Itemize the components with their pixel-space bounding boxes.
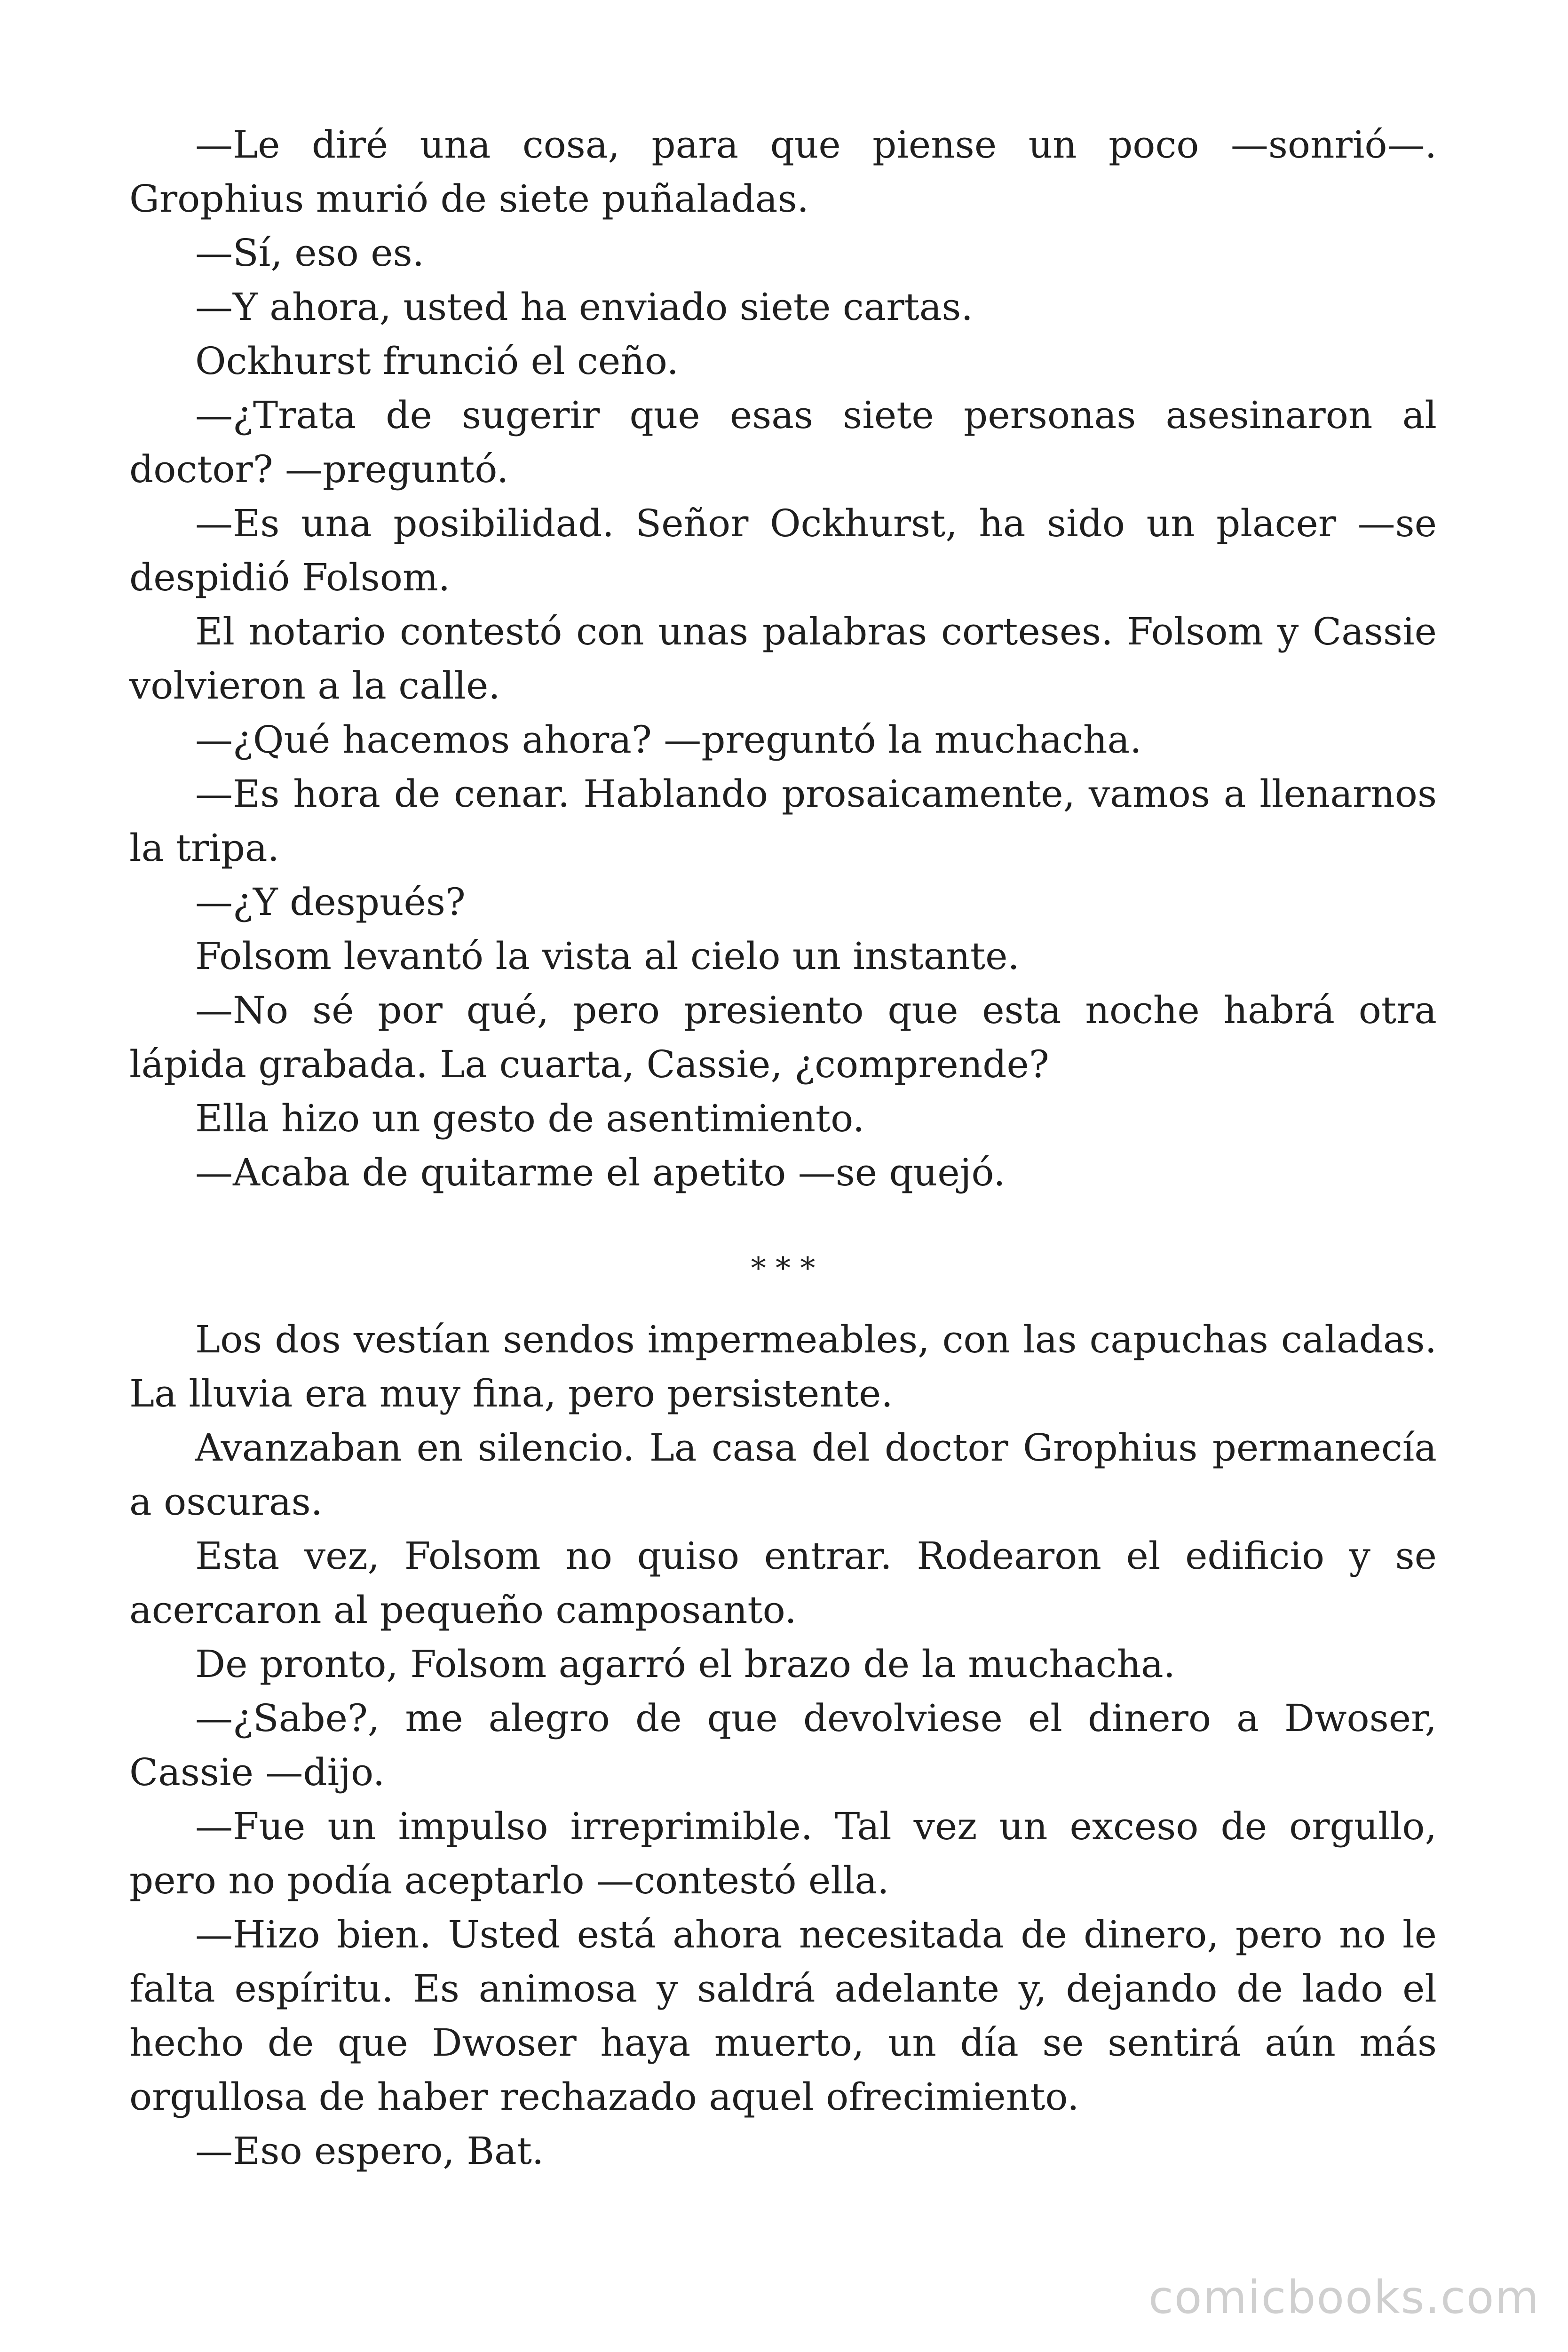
paragraph: —Acaba de quitarme el apetito —se quejó. — [195, 1151, 1006, 1194]
paragraph: —¿Y después? — [195, 880, 466, 924]
paragraph: —Fue un impulso irreprimible. Tal vez un exceso de orgullo, pero no podía aceptarlo —contestó ella. — [129, 1804, 1437, 1902]
paragraph: —Sí, eso es. — [195, 231, 425, 275]
paragraph: —¿Trata de sugerir que esas siete personas asesinaron al doctor? —preguntó. — [129, 393, 1437, 491]
watermark: comicbooks.com — [1148, 2271, 1540, 2324]
paragraph: —Eso espero, Bat. — [195, 2129, 544, 2173]
paragraph: Esta vez, Folsom no quiso entrar. Rodearon el edificio y se acercaron al pequeño camposanto. — [129, 1534, 1437, 1632]
paragraph: —No sé por qué, pero presiento que esta noche habrá otra lápida grabada. La cuarta, Cassie, ¿comprende? — [129, 988, 1437, 1086]
text-block-1 — [129, 118, 1437, 1200]
paragraph: Folsom levantó la vista al cielo un instante. — [195, 934, 1020, 978]
paragraph: Los dos vestían sendos impermeables, con las capuchas caladas. La lluvia era muy fina, pero persistente. — [129, 1318, 1437, 1415]
text-block-2 — [129, 1312, 1437, 2178]
paragraph: Avanzaban en silencio. La casa del doctor Grophius permanecía a oscuras. — [129, 1426, 1437, 1524]
paragraph: —Y ahora, usted ha enviado siete cartas. — [195, 285, 973, 329]
paragraph: —Hizo bien. Usted está ahora necesitada de dinero, pero no le falta espíritu. Es animosa y saldrá adelante y, dejando de lado el hecho de que Dwoser haya muerto, un día se sentirá aún más orgullosa de haber rechazado aquel ofrecimiento. — [129, 1913, 1437, 2119]
paragraph: —¿Qué hacemos ahora? —preguntó la muchacha. — [195, 718, 1142, 762]
paragraph: —¿Sabe?, me alegro de que devolviese el dinero a Dwoser, Cassie —dijo. — [129, 1696, 1437, 1794]
paragraph: De pronto, Folsom agarró el brazo de la muchacha. — [195, 1642, 1176, 1686]
paragraph: El notario contestó con unas palabras corteses. Folsom y Cassie volvieron a la calle. — [129, 610, 1437, 707]
paragraph: —Es una posibilidad. Señor Ockhurst, ha sido un placer —se despidió Folsom. — [129, 501, 1437, 599]
book-page — [129, 118, 1437, 2178]
paragraph: Ockhurst frunció el ceño. — [195, 339, 679, 383]
paragraph: —Es hora de cenar. Hablando prosaicamente, vamos a llenarnos la tripa. — [129, 772, 1437, 870]
paragraph: Ella hizo un gesto de asentimiento. — [195, 1097, 865, 1140]
section-break: * * * — [751, 1251, 816, 1286]
paragraph: —Le diré una cosa, para que piense un poco —sonrió—. Grophius murió de siete puñaladas. — [129, 123, 1437, 221]
